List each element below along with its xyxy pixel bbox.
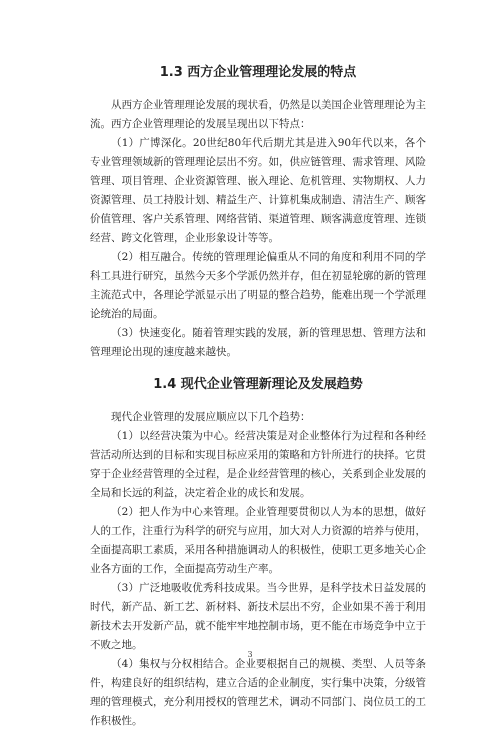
document-body — [90, 64, 426, 731]
paragraph: 从西方企业管理理论发展的现状看，仍然是以美国企业管理理论为主流。西方企业管理理论的发展呈现出以下特点： — [90, 99, 426, 130]
paragraph: （4）集权与分权相结合。企业要根据自己的规模、类型、人员等条件，构建良好的组织结构，建立合适的企业制度，实行集中决策，分级管理的管理模式，充分利用授权的管理艺术，调动不同部门、岗位员工的工作积极性。 — [90, 658, 426, 727]
paragraph: （2）把人作为中心来管理。企业管理要贯彻以人为本的思想，做好人的工作，注重行为科学的研究与应用，加大对人力资源的培养与使用，全面提高职工素质，采用各种措施调动人的积极性，使职工更多地关心企业各方面的工作，全面提高劳动生产率。 — [90, 506, 426, 575]
paragraph: （3）广泛地吸收优秀科技成果。当今世界，是科学技术日益发展的时代，新产品、新工艺、新材料、新技术层出不穷，企业如果不善于利用新技术去开发新产品，就不能牢牢地控制市场，更不能在市场竞争中立于不败之地。 — [90, 582, 426, 651]
paragraph: （2）相互融合。传统的管理理论偏重从不同的角度和利用不同的学科工具进行研究，虽然今天多个学派仍然并存，但在初显轮廓的新的管理主流范式中，各理论学派显示出了明显的整合趋势，能难出现一个学派理论统治的局面。 — [90, 251, 426, 320]
paragraph: （3）快速变化。随着管理实践的发展，新的管理思想、管理方法和管理理论出现的速度越来越快。 — [90, 327, 426, 358]
paragraph: （1）以经营决策为中心。经营决策是对企业整体行为过程和各种经营活动所达到的目标和实现目标应采用的策略和方针所进行的抉择。它贯穿于企业经营管理的全过程，是企业经营管理的核心，关系到企业发展的全局和长远的利益，决定着企业的成长和发展。 — [90, 430, 426, 499]
paragraph: （1）广博深化。20世纪80年代后期尤其是进入90年代以来，各个专业管理领域新的管理理论层出不穷。如，供应链管理、需求管理、风险管理、项目管理、企业资源管理、嵌入理论、危机管理、实物期权、人力资源管理、员工持股计划、精益生产、计算机集成制造、清洁生产、顾客价值管理、客户关系管理、网络营销、渠道管理、顾客满意度管理、连锁经营、跨文化管理，企业形象设计等等。 — [90, 137, 426, 244]
section-title-1-3: 1.3 西方企业管理理论发展的特点 — [159, 65, 357, 80]
section-title-1-4: 1.4 现代企业管理新理论及发展趋势 — [153, 377, 363, 392]
page-number: 3 — [247, 650, 253, 659]
paragraph: 现代企业管理的发展应顺应以下几个趋势： — [111, 411, 311, 423]
